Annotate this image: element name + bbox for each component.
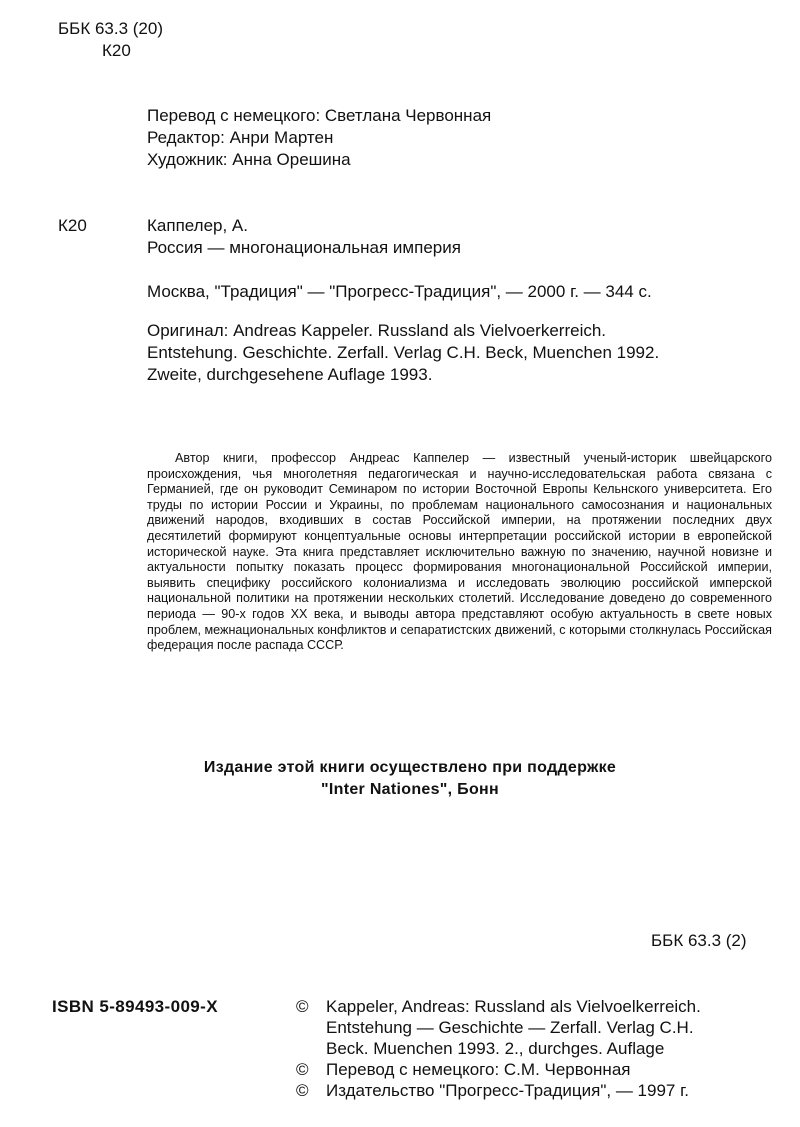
copyright-list — [296, 996, 776, 1101]
copyright-line: Entstehung — Geschichte — Zerfall. Verlag C.H. — [326, 1018, 694, 1037]
credit-editor: Редактор: Анри Мартен — [147, 128, 334, 147]
credits-block — [147, 105, 491, 171]
catalog-imprint: Москва, "Традиция" — "Прогресс-Традиция", — 2000 г. — 344 с. — [147, 282, 652, 301]
copyright-line: Перевод с немецкого: С.М. Червонная — [326, 1060, 631, 1079]
copyright-icon: © — [296, 1081, 309, 1100]
credit-artist: Художник: Анна Орешина — [147, 150, 351, 169]
original-line: Entstehung. Geschichte. Zerfall. Verlag C.H. Beck, Muenchen 1992. — [147, 343, 660, 362]
author-mark: К20 — [102, 41, 131, 60]
bbk-classification-header — [58, 18, 163, 62]
original-line: Оригинал: Andreas Kappeler. Russland als Vielvoerkerreich. — [147, 321, 607, 340]
original-line: Zweite, durchgesehene Auflage 1993. — [147, 365, 433, 384]
copyright-item-original — [296, 996, 776, 1059]
book-abstract: Автор книги, профессор Андреас Каппелер — известный ученый-историк швейцарского происхождения, чья многолетняя педагогическая и научно-исследовательская работа связана с Германией, где он руководит Семинаром по истории Восточной Европы Кельнского университета. Его труды по истории России и Украины, по проблемам национального самосознания и национальных движений народов, входивших в состав Российской империи, на протяжении последних двух десятилетий формируют концептуальные основы интерпретации российской истории в европейской исторической науке. Эта книга представляет исключительно важную по значению, научной новизне и актуальности попытку показать процесс формирования многонациональной Российской империи, выявить специфику российского колониализма и исследовать эволюцию российской имперской национальной политики на протяжении нескольких столетий. Исследование доведено до современного периода — 90-х годов XX века, и выводы автора представляют особую актуальность в свете новых проблем, межнациональных конфликтов и сепаратистских движений, с которыми столкнулась Российская федерация после распада СССР. — [147, 451, 772, 653]
catalog-author-mark: К20 — [58, 216, 87, 235]
catalog-title: Россия — многонациональная империя — [147, 238, 461, 257]
copyright-icon: © — [296, 997, 309, 1016]
bbk-code-footer: ББК 63.3 (2) — [651, 931, 747, 950]
copyright-line: Издательство "Прогресс-Традиция", — 1997 г. — [326, 1081, 689, 1100]
copyright-item-translation — [296, 1059, 776, 1080]
catalog-entry — [147, 215, 461, 259]
credit-translator: Перевод с немецкого: Светлана Червонная — [147, 106, 492, 125]
support-notice — [120, 757, 700, 801]
support-line-1: Издание этой книги осуществлено при поддержке — [203, 759, 617, 776]
copyright-item-publisher — [296, 1080, 776, 1101]
bbk-code: ББК 63.3 (20) — [58, 19, 163, 38]
copyright-line: Beck. Muenchen 1993. 2., durchges. Auflage — [326, 1039, 665, 1058]
catalog-author: Каппелер, А. — [147, 216, 248, 235]
copyright-icon: © — [296, 1060, 309, 1079]
copyright-line: Kappeler, Andreas: Russland als Vielvoelkerreich. — [326, 997, 701, 1016]
isbn: ISBN 5-89493-009-X — [52, 997, 218, 1016]
support-line-2: "Inter Nationes", Бонн — [321, 781, 499, 798]
original-edition — [147, 320, 659, 386]
